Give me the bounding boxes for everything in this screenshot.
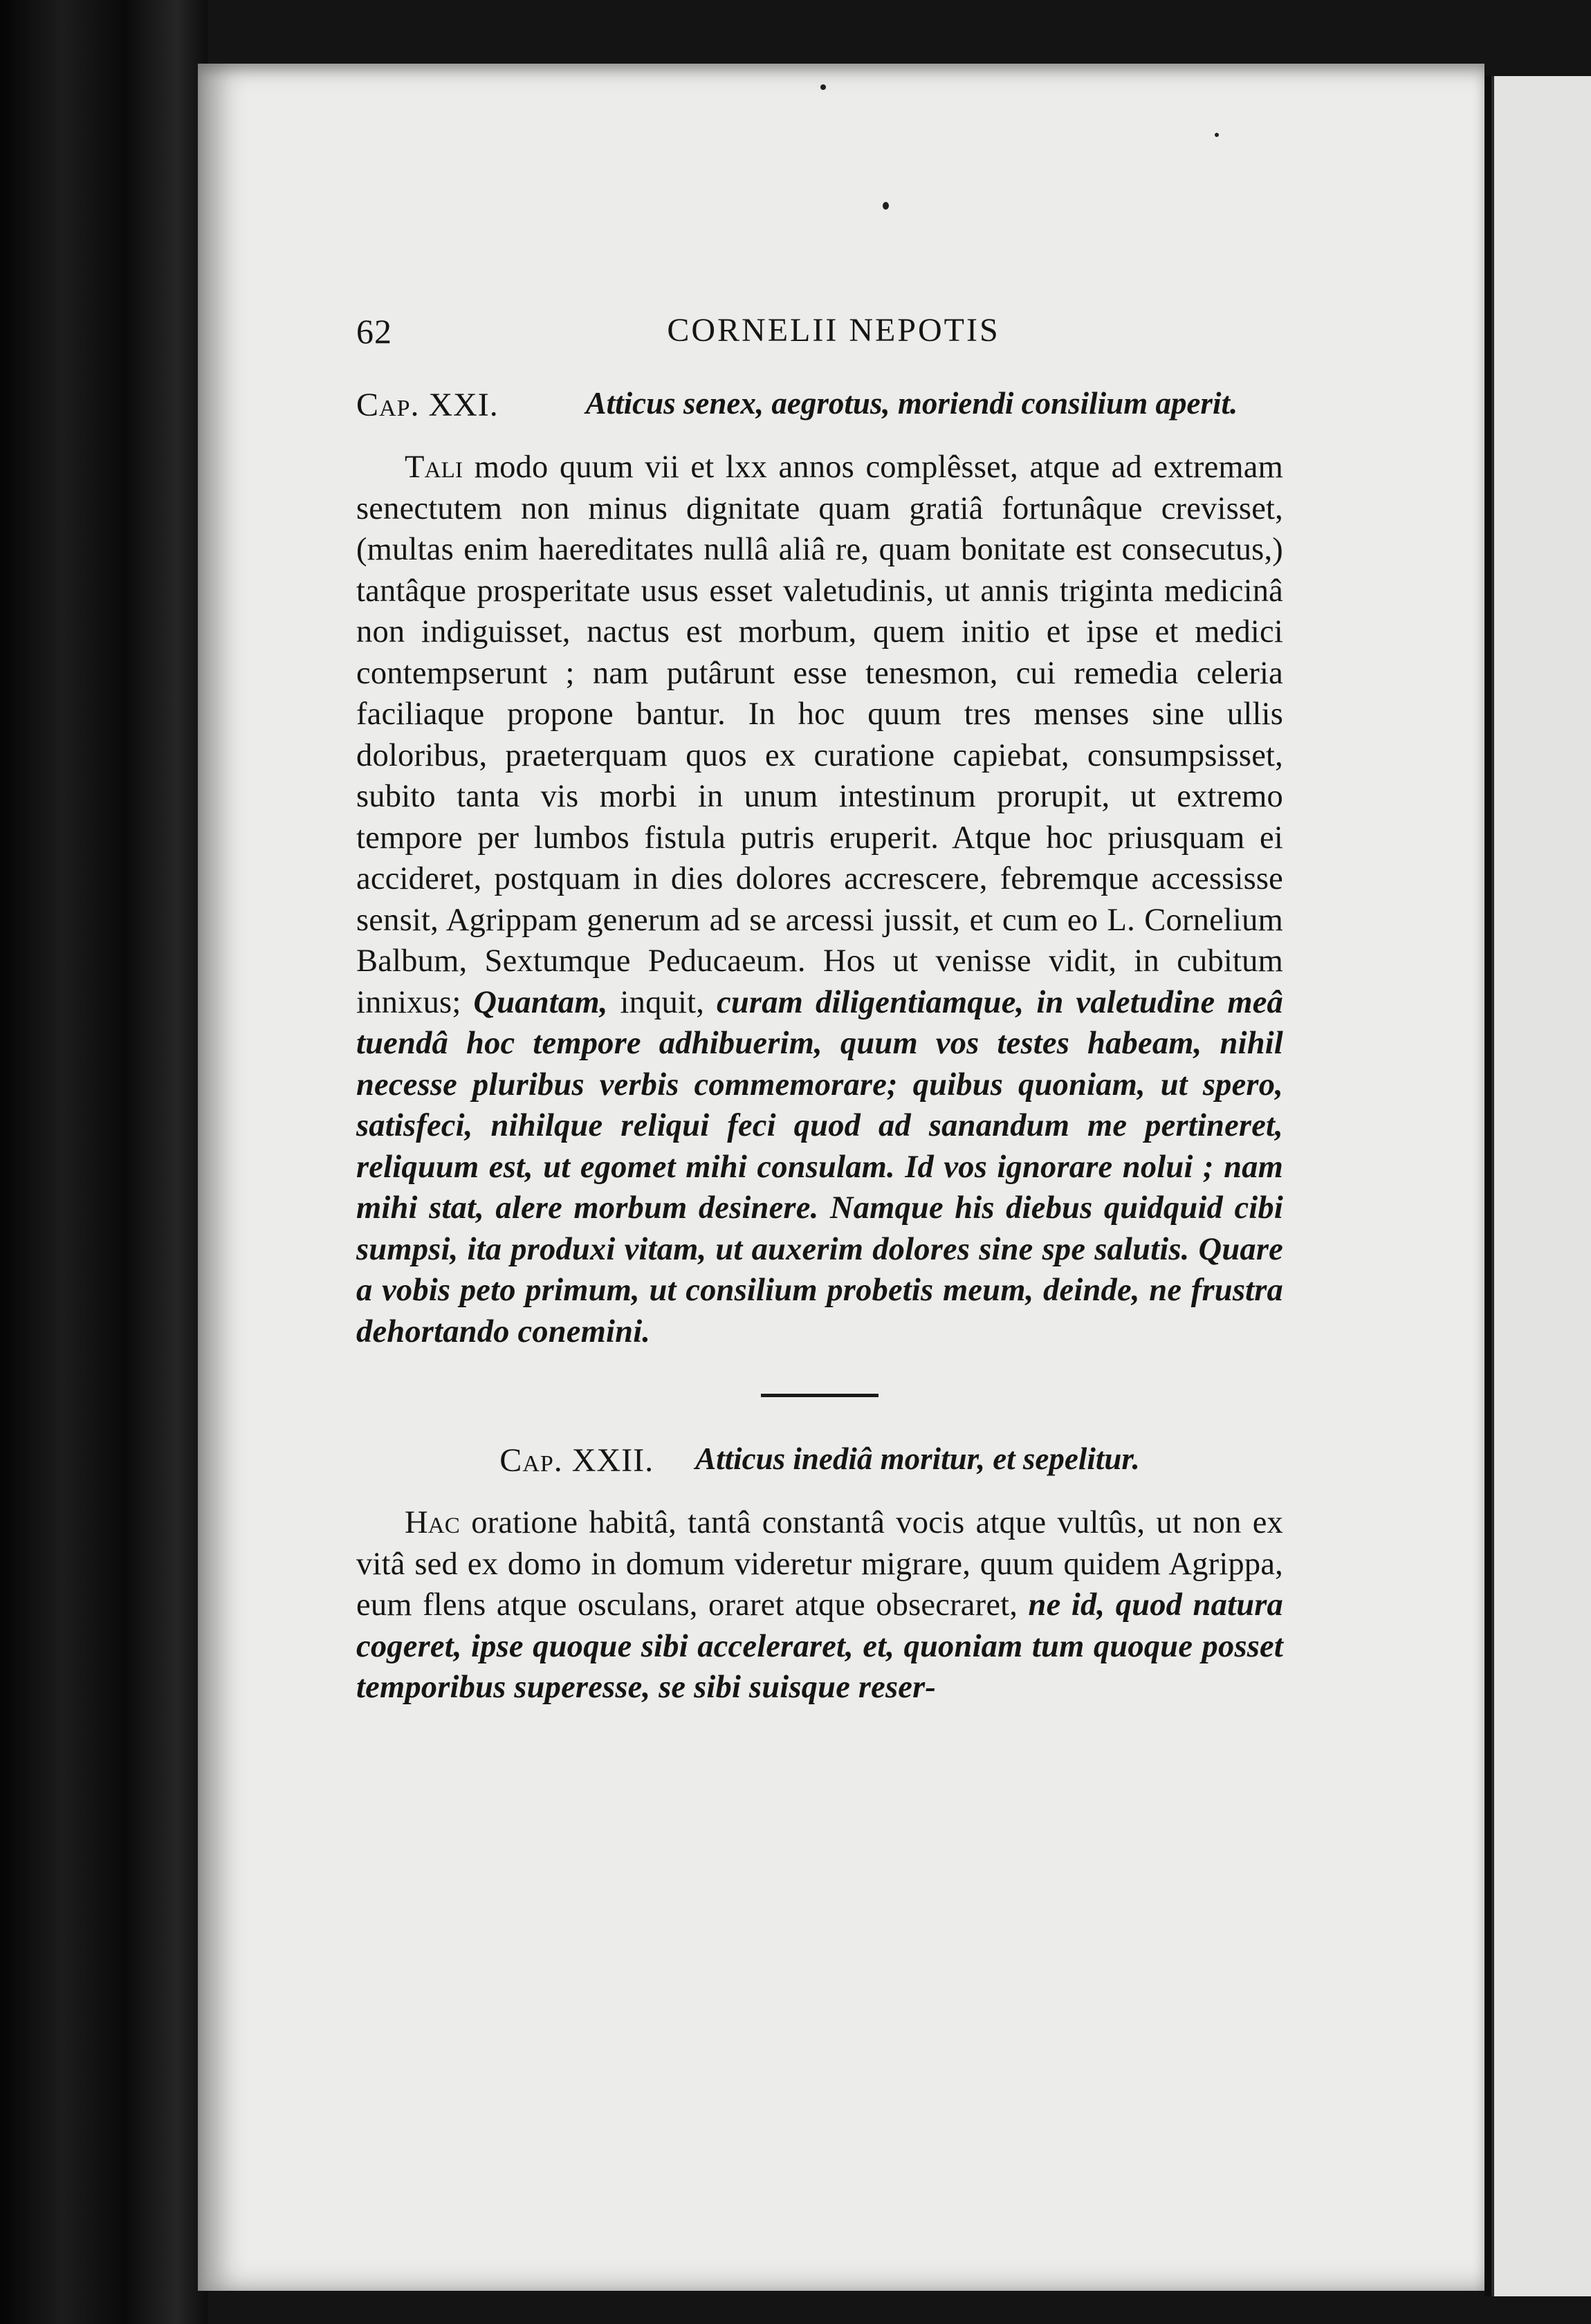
chapter-21-summary: Atticus senex, aegrotus, moriendi consilium aperit. [585, 386, 1238, 421]
chapter-21-initial: Tali [405, 450, 463, 485]
chapter-21-label: Cap. XXI. [356, 387, 499, 423]
chapter-21-paragraph [356, 447, 1283, 1352]
chapter-22-summary: Atticus inediâ moritur, et sepelitur. [695, 1441, 1140, 1476]
page-content [356, 311, 1283, 1708]
section-divider [761, 1394, 879, 1397]
chapter-21-heading [356, 383, 1283, 427]
book-binding-edge [0, 0, 208, 2324]
chapter-21-speech: curam diligentiamque, in valetudine meâ tuendâ hoc tempore adhibuerim, quum vos testes habeam, nihil necesse pluribus verbis commemorare; quibus quoniam, ut spero, satisfeci, nihilque reliqui feci quod ad sanandum me pertineret, reliquum est, ut egomet mihi consulam. Id vos ignorare nolui ; nam mihi stat, alere morbum desinere. Namque his diebus quidquid cibi sumpsi, ita produxi vitam, ut auxerim dolores sine spe salutis. Quare a vobis peto primum, ut consilium probetis meum, deinde, ne frustra dehortando conemini. [356, 984, 1284, 1349]
chapter-22-initial: Hac [405, 1505, 461, 1540]
chapter-21-quote-start: Quantam, [473, 984, 608, 1020]
chapter-22-heading [356, 1439, 1283, 1483]
chapter-22-paragraph [356, 1502, 1283, 1708]
chapter-21-inquit: inquit, [607, 984, 717, 1020]
chapter-22-text: oratione habitâ, tantâ constantâ vocis atque vultûs, ut non ex vitâ sed ex domo in domum videretur migrare, quum quidem Agrippa, eum flens atque osculans, oraret atque obsecraret, [356, 1505, 1283, 1623]
chapter-21-text: modo quum vii et lxx annos complêsset, atque ad extremam senectutem non minus dignitate quam gratiâ fortunâque crevisset, (multas enim haereditates nullâ aliâ re, quam bonitate est consecutus,) tantâque prosperitate usus esset valetudinis, ut annis triginta medicinâ non indiguisset, nactus est morbum, quem initio et ipse et medici contempserunt ; nam putârunt esse tenesmon, cui remedia celeria faciliaque propone bantur. In hoc quum tres menses sine ullis doloribus, praeterquam quos ex curatione capiebat, consumpsisset, subito tanta vis morbi in unum intestinum prorupit, ut extremo tempore per lumbos fistula putris eruperit. Atque hoc priusquam ei accideret, postquam in dies dolores accrescere, febremque accessisse sensit, Agrippam generum ad se arcessi jussit, et cum eo L. Cornelium Balbum, Sextumque Peducaeum. Hos ut venisse vidit, in cubitum innixus; [356, 450, 1283, 1020]
chapter-22-label: Cap. XXII. [499, 1442, 654, 1479]
chapter-22-quote: ne id, quod natura cogeret, ipse quoque sibi acceleraret, et, quoniam tum quoque posset temporibus superesse, se sibi suisque reser- [356, 1587, 1283, 1705]
page-number: 62 [356, 312, 392, 351]
facing-page-edge [1484, 76, 1591, 2296]
running-head [356, 311, 1283, 374]
page-title: CORNELII NEPOTIS [667, 312, 1000, 349]
